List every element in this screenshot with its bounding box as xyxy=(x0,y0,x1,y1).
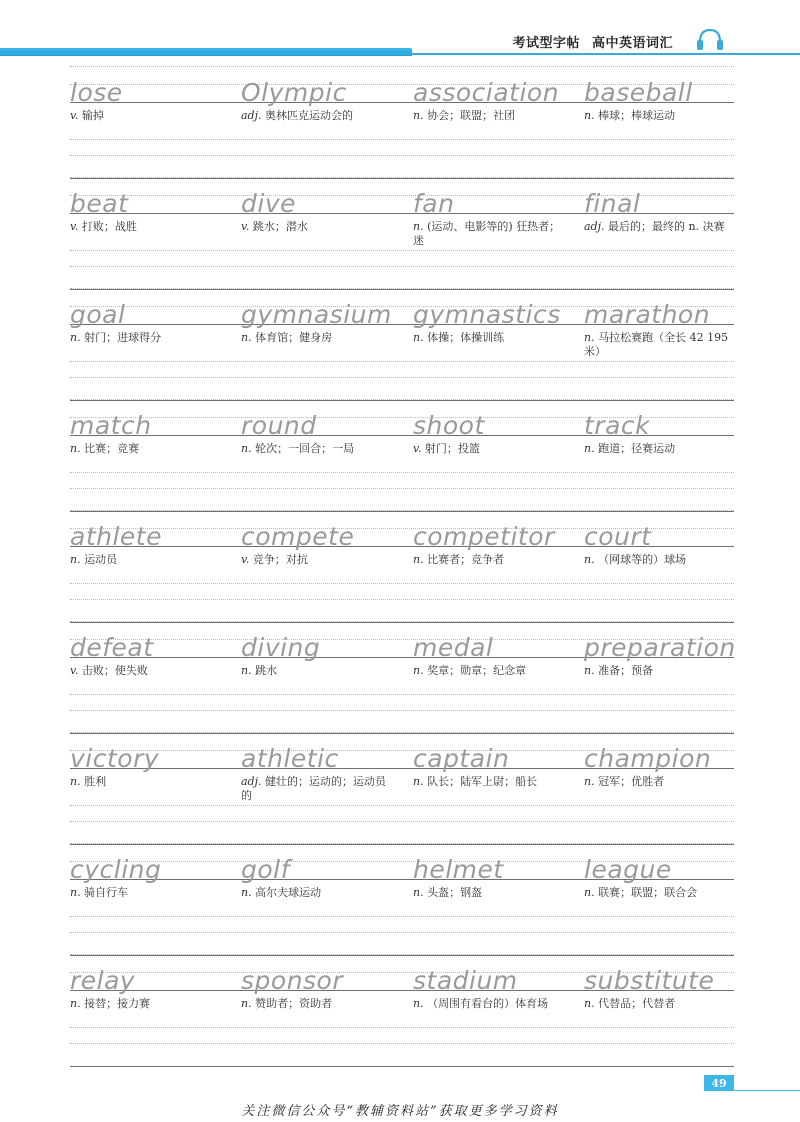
vocab-definition xyxy=(584,997,734,1011)
vocab-definition xyxy=(241,553,391,567)
writing-guide-line xyxy=(70,1027,734,1028)
vocab-word: track xyxy=(584,411,651,440)
writing-guide-line xyxy=(70,377,734,378)
chinese-meaning: 运动员 xyxy=(84,553,118,566)
chinese-meaning: 奥林匹克运动会的 xyxy=(265,109,354,122)
part-of-speech: n. xyxy=(413,997,424,1010)
vocab-row xyxy=(70,728,734,839)
part-of-speech: n. xyxy=(70,886,81,899)
vocab-word: marathon xyxy=(584,300,711,329)
vocab-word: victory xyxy=(70,744,160,773)
vocab-definition xyxy=(584,109,734,123)
chinese-meaning: 胜利 xyxy=(84,775,107,788)
vocab-word: captain xyxy=(413,744,510,773)
part-of-speech: n. xyxy=(70,775,81,788)
vocab-definition xyxy=(241,997,391,1011)
writing-guide-line xyxy=(70,472,734,473)
chinese-meaning: 打败；战胜 xyxy=(81,220,137,233)
chinese-meaning: 比赛；竞赛 xyxy=(84,442,140,455)
part-of-speech: n. xyxy=(584,775,595,788)
vocab-word: final xyxy=(584,189,641,218)
vocab-definition xyxy=(70,220,220,234)
vocab-definition xyxy=(413,442,563,456)
chinese-meaning: (运动、电影等的) 狂热者；迷 xyxy=(413,220,561,247)
chinese-meaning: 代替品；代替者 xyxy=(598,997,676,1010)
part-of-speech: adj. xyxy=(241,109,262,122)
writing-guide-line xyxy=(70,399,734,400)
vocab-definition xyxy=(413,664,563,678)
writing-guide-line xyxy=(70,266,734,267)
vocab-definition xyxy=(584,220,734,234)
header-title-box xyxy=(412,30,687,55)
chinese-meaning: 头盔；钢盔 xyxy=(427,886,483,899)
vocab-word: Olympic xyxy=(241,78,347,107)
chinese-meaning: （网球等的）球场 xyxy=(598,553,687,566)
header-title-right: 高中英语词汇 xyxy=(591,36,673,51)
chinese-meaning: 联赛；联盟；联合会 xyxy=(598,886,698,899)
vocab-definition xyxy=(241,109,391,123)
part-of-speech: n. xyxy=(584,331,595,344)
vocab-row xyxy=(70,506,734,617)
chinese-meaning: 跳水 xyxy=(255,664,278,677)
vocab-word: cycling xyxy=(70,855,162,884)
part-of-speech: n. xyxy=(241,664,252,677)
part-of-speech: n. xyxy=(584,997,595,1010)
vocab-definition xyxy=(241,220,391,234)
vocab-word: match xyxy=(70,411,152,440)
vocab-word: goal xyxy=(70,300,126,329)
chinese-meaning: 击败；使失败 xyxy=(81,664,148,677)
part-of-speech: n. xyxy=(584,109,595,122)
chinese-meaning: 准备；预备 xyxy=(598,664,654,677)
page-number: 49 xyxy=(704,1075,734,1091)
headphone-icon xyxy=(695,26,725,52)
writing-guide-line xyxy=(70,710,734,711)
vocab-word: stadium xyxy=(413,966,518,995)
vocab-definition xyxy=(70,664,220,678)
vocab-row xyxy=(70,395,734,506)
vocab-word: gymnasium xyxy=(241,300,392,329)
vocab-word: dive xyxy=(241,189,296,218)
vocab-word: substitute xyxy=(584,966,715,995)
vocab-definition xyxy=(70,331,220,345)
vocab-definition xyxy=(413,220,563,248)
vocab-definition xyxy=(70,997,220,1011)
writing-guide-line xyxy=(70,288,734,289)
part-of-speech: n. xyxy=(413,664,424,677)
vocab-definition xyxy=(241,775,391,803)
vocab-word: diving xyxy=(241,633,321,662)
writing-guide-line xyxy=(70,843,734,844)
writing-guide-line xyxy=(70,954,734,955)
vocab-definition xyxy=(584,775,734,789)
vocab-row xyxy=(70,839,734,950)
vocabulary-grid xyxy=(70,62,734,1061)
vocab-definition xyxy=(584,553,734,567)
part-of-speech: adj. xyxy=(241,775,262,788)
writing-guide-line xyxy=(70,932,734,933)
vocab-word: defeat xyxy=(70,633,154,662)
vocab-word: medal xyxy=(413,633,494,662)
vocab-definition xyxy=(413,109,563,123)
chinese-meaning: 射门；进球得分 xyxy=(84,331,162,344)
writing-guide-line xyxy=(70,155,734,156)
vocab-definition xyxy=(584,331,734,359)
page-number-rule xyxy=(734,1090,800,1091)
writing-guide-line xyxy=(70,821,734,822)
chinese-meaning: 比赛者；竞争者 xyxy=(427,553,505,566)
vocab-definition xyxy=(584,886,734,900)
chinese-meaning: 射门；投篮 xyxy=(424,442,480,455)
chinese-meaning: 健壮的；运动的；运动员的 xyxy=(241,775,387,802)
chinese-meaning: 高尔夫球运动 xyxy=(255,886,322,899)
writing-guide-line xyxy=(70,139,734,140)
part-of-speech: n. xyxy=(241,886,252,899)
part-of-speech: n. xyxy=(413,220,424,233)
part-of-speech: n. xyxy=(70,442,81,455)
vocab-row xyxy=(70,62,734,173)
chinese-meaning: 冠军；优胜者 xyxy=(598,775,665,788)
header-title xyxy=(512,32,673,51)
part-of-speech: n. xyxy=(413,331,424,344)
vocab-word: baseball xyxy=(584,78,693,107)
part-of-speech: n. xyxy=(413,109,424,122)
part-of-speech: n. xyxy=(70,331,81,344)
writing-guide-line xyxy=(70,66,734,67)
writing-guide-line xyxy=(70,916,734,917)
vocab-definition xyxy=(584,442,734,456)
vocab-definition xyxy=(413,886,563,900)
vocab-word: fan xyxy=(413,189,455,218)
vocab-word: court xyxy=(584,522,652,551)
vocab-word: lose xyxy=(70,78,123,107)
part-of-speech: v. xyxy=(70,664,79,677)
vocab-word: competitor xyxy=(413,522,555,551)
writing-guide-line xyxy=(70,1043,734,1044)
vocab-definition xyxy=(70,442,220,456)
vocab-word: relay xyxy=(70,966,136,995)
part-of-speech: n. xyxy=(70,997,81,1010)
part-of-speech: n. xyxy=(241,997,252,1010)
footer-note: 关注微信公众号“教辅资料站”获取更多学习资料 xyxy=(241,1104,559,1119)
chinese-meaning: 轮次；一回合；一局 xyxy=(255,442,355,455)
writing-guide-line xyxy=(70,694,734,695)
vocab-definition xyxy=(241,331,391,345)
vocab-word: shoot xyxy=(413,411,485,440)
writing-guide-line xyxy=(70,361,734,362)
part-of-speech: n. xyxy=(70,553,81,566)
vocab-word: compete xyxy=(241,522,355,551)
vocab-row xyxy=(70,950,734,1061)
vocab-word: golf xyxy=(241,855,290,884)
part-of-speech: n. xyxy=(413,553,424,566)
part-of-speech: v. xyxy=(70,109,79,122)
chinese-meaning: 棒球；棒球运动 xyxy=(598,109,676,122)
chinese-meaning: 奖章；勋章；纪念章 xyxy=(427,664,527,677)
writing-baseline xyxy=(70,1066,734,1067)
vocab-word: association xyxy=(413,78,560,107)
part-of-speech: adj. xyxy=(584,220,605,233)
vocab-definition xyxy=(413,553,563,567)
writing-guide-line xyxy=(70,177,734,178)
chinese-meaning: （周围有看台的）体育场 xyxy=(427,997,549,1010)
vocab-word: league xyxy=(584,855,672,884)
vocab-word: athletic xyxy=(241,744,339,773)
chinese-meaning: 马拉松赛跑（全长 42 195 米） xyxy=(584,331,729,358)
vocab-row xyxy=(70,173,734,284)
chinese-meaning: 队长；陆军上尉；船长 xyxy=(427,775,538,788)
vocab-definition xyxy=(241,442,391,456)
vocab-word: sponsor xyxy=(241,966,344,995)
vocab-word: helmet xyxy=(413,855,504,884)
chinese-meaning: 赞助者；资助者 xyxy=(255,997,333,1010)
writing-guide-line xyxy=(70,488,734,489)
vocab-row xyxy=(70,617,734,728)
writing-guide-line xyxy=(70,599,734,600)
chinese-meaning: 跳水；潜水 xyxy=(252,220,308,233)
writing-guide-line xyxy=(70,732,734,733)
vocab-word: champion xyxy=(584,744,712,773)
vocab-word: beat xyxy=(70,189,129,218)
writing-guide-line xyxy=(70,583,734,584)
chinese-meaning: 跑道；径赛运动 xyxy=(598,442,676,455)
writing-guide-line xyxy=(70,510,734,511)
part-of-speech: v. xyxy=(241,220,250,233)
chinese-meaning: 协会；联盟；社团 xyxy=(427,109,516,122)
part-of-speech: n. xyxy=(584,553,595,566)
part-of-speech: n. xyxy=(241,331,252,344)
part-of-speech: v. xyxy=(241,553,250,566)
chinese-meaning: 接替；接力赛 xyxy=(84,997,151,1010)
chinese-meaning: 体育馆；健身房 xyxy=(255,331,333,344)
header-title-left: 考试型字帖 xyxy=(512,36,580,51)
vocab-word: gymnastics xyxy=(413,300,561,329)
vocab-definition xyxy=(413,331,563,345)
part-of-speech: n. xyxy=(584,664,595,677)
chinese-meaning: 体操；体操训练 xyxy=(427,331,505,344)
part-of-speech: n. xyxy=(584,886,595,899)
chinese-meaning: 最后的；最终的 n. 决赛 xyxy=(608,220,725,233)
part-of-speech: v. xyxy=(70,220,79,233)
chinese-meaning: 输掉 xyxy=(81,109,104,122)
vocab-row xyxy=(70,284,734,395)
part-of-speech: n. xyxy=(584,442,595,455)
writing-guide-line xyxy=(70,250,734,251)
vocab-definition xyxy=(413,775,563,789)
vocab-definition xyxy=(584,664,734,678)
vocab-word: athlete xyxy=(70,522,162,551)
chinese-meaning: 骑自行车 xyxy=(84,886,129,899)
vocab-definition xyxy=(70,109,220,123)
vocab-definition xyxy=(70,553,220,567)
vocab-word: round xyxy=(241,411,317,440)
writing-guide-line xyxy=(70,805,734,806)
vocab-definition xyxy=(241,664,391,678)
vocab-definition xyxy=(241,886,391,900)
part-of-speech: v. xyxy=(413,442,422,455)
part-of-speech: n. xyxy=(413,886,424,899)
vocab-definition xyxy=(413,997,563,1011)
part-of-speech: n. xyxy=(241,442,252,455)
vocab-definition xyxy=(70,775,220,789)
vocab-definition xyxy=(70,886,220,900)
writing-guide-line xyxy=(70,621,734,622)
part-of-speech: n. xyxy=(413,775,424,788)
vocab-word: preparation xyxy=(584,633,736,662)
chinese-meaning: 竞争；对抗 xyxy=(252,553,308,566)
